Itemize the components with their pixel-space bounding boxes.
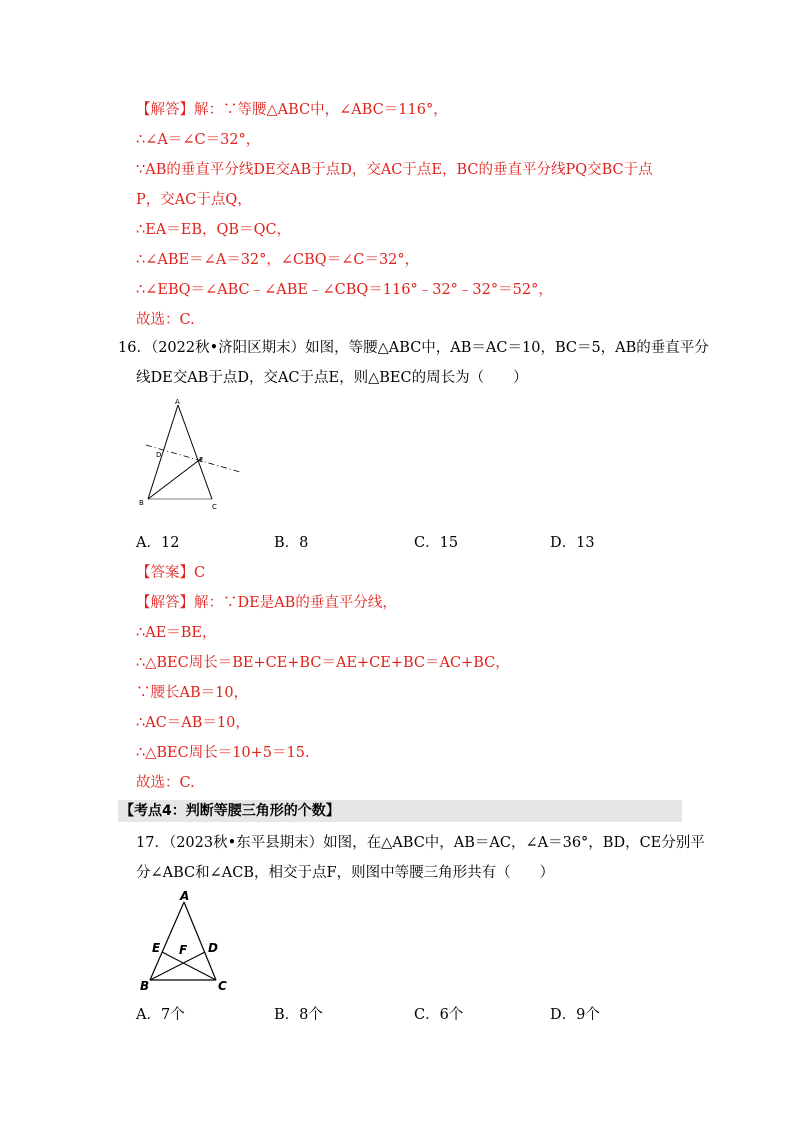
label-e: E (152, 941, 161, 955)
question-16-text-cont: 线DE交AB于点D，交AC于点E，则△BEC的周长为（ ） (136, 370, 528, 386)
solution-line: 【解答】解：∵等腰△ABC中，∠ABC＝116°， (136, 102, 448, 118)
question-16-text: 16．（2022秋•济阳区期末）如图，等腰△ABC中，AB＝AC＝10，BC＝5，AB的垂直平分 (118, 340, 709, 356)
label-d: D (156, 451, 162, 459)
solution-line: ∴△BEC周长＝10+5＝15. (136, 745, 310, 761)
label-b: B (140, 979, 150, 993)
question-17-text: 17．（2023秋•东平县期末）如图，在△ABC中，AB＝AC，∠A＝36°，BD，CE分别平 (136, 835, 705, 851)
option-a[interactable]: A．7个 (136, 1007, 185, 1023)
bisector-ce (162, 952, 216, 980)
question-16-figure (136, 395, 246, 515)
bisector-bd (150, 952, 205, 980)
label-a: A (180, 889, 190, 903)
solution-line: ∴∠EBQ＝∠ABC﹣∠ABE﹣∠CBQ＝116°﹣32°﹣32°＝52°， (136, 282, 553, 298)
solution-line: ∵AB的垂直平分线DE交AB于点D，交AC于点E，BC的垂直平分线PQ交BC于点 (136, 162, 653, 178)
solution-line: ∴∠ABE＝∠A＝32°，∠CBQ＝∠C＝32°， (136, 252, 420, 268)
solution-line: ∴AE＝BE， (136, 625, 217, 641)
solution-line: 【解答】解：∵DE是AB的垂直平分线， (136, 595, 397, 611)
label-f: F (179, 943, 188, 957)
label-c: C (212, 503, 217, 511)
solution-line: P，交AC于点Q， (136, 192, 252, 208)
option-d[interactable]: D．9个 (550, 1007, 600, 1023)
option-c[interactable]: C．15 (414, 535, 459, 551)
solution-line: 故选：C. (136, 312, 195, 328)
label-b: B (139, 499, 144, 507)
option-d[interactable]: D．13 (550, 535, 595, 551)
solution-line: ∵腰长AB＝10， (136, 685, 249, 701)
label-c: C (218, 979, 227, 993)
solution-line: ∴△BEC周长＝BE+CE+BC＝AE+CE+BC＝AC+BC， (136, 655, 510, 671)
answer-16: 【答案】C (136, 565, 206, 581)
option-b[interactable]: B．8个 (274, 1007, 323, 1023)
solution-line: ∴∠A＝∠C＝32°， (136, 132, 261, 148)
side-ab (148, 405, 178, 499)
option-c[interactable]: C．6个 (414, 1007, 464, 1023)
segment-be (148, 458, 202, 499)
option-b[interactable]: B．8 (274, 535, 309, 551)
question-17-figure (138, 888, 238, 994)
label-d: D (208, 941, 218, 955)
section-title: 【考点4：判断等腰三角形的个数】 (118, 800, 682, 822)
side-ac (178, 405, 212, 499)
solution-line: ∴EA＝EB，QB＝QC， (136, 222, 292, 238)
label-a: A (175, 398, 180, 406)
solution-line: 故选：C. (136, 775, 195, 791)
label-e: E (199, 456, 204, 464)
question-17-text-cont: 分∠ABC和∠ACB，相交于点F，则图中等腰三角形共有（ ） (136, 865, 555, 881)
solution-line: ∴AC＝AB＝10， (136, 715, 250, 731)
option-a[interactable]: A．12 (136, 535, 180, 551)
